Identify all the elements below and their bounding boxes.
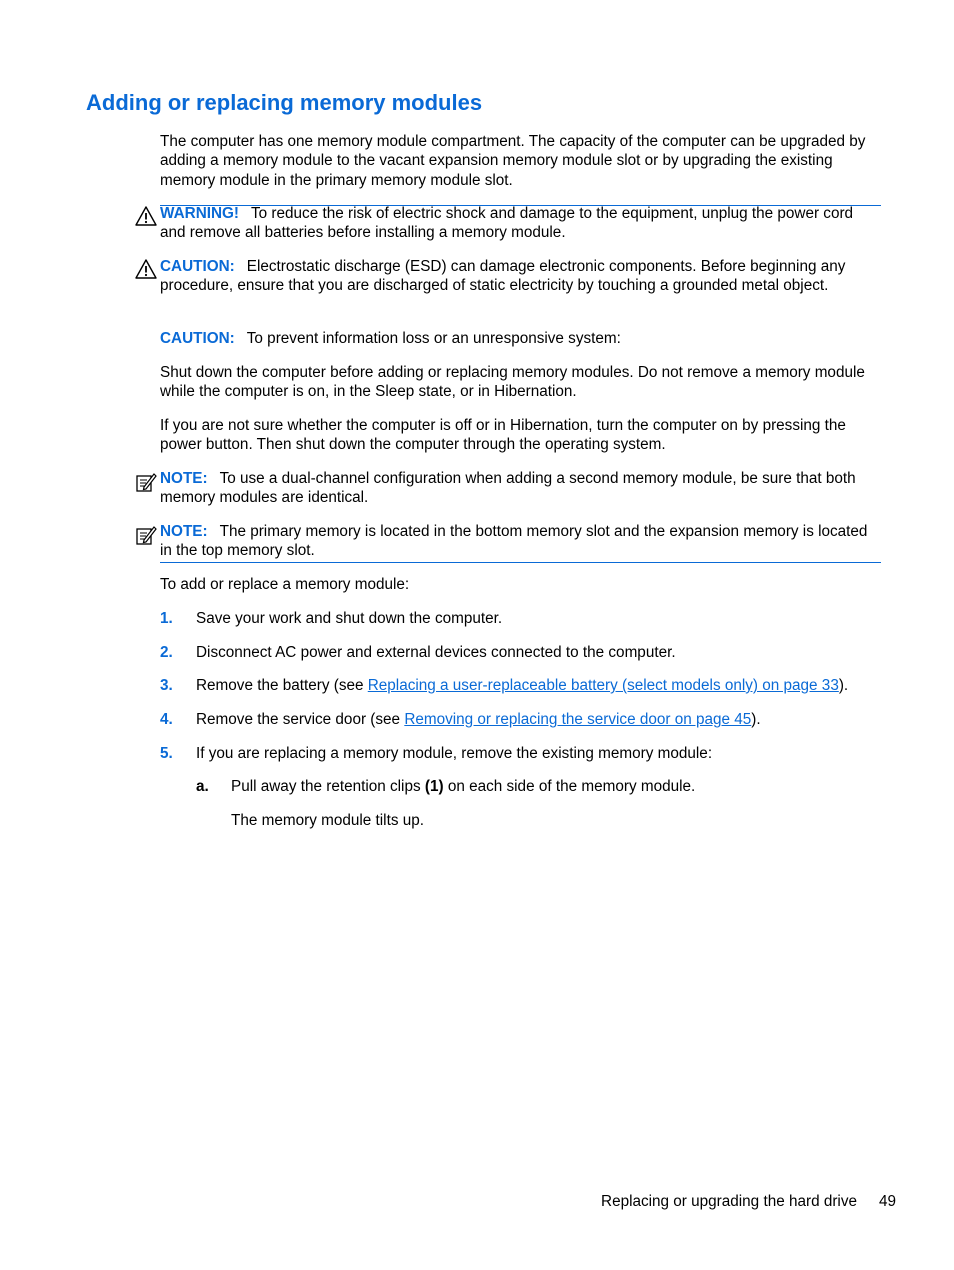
- step-text: If you are replacing a memory module, remove the existing memory module:: [196, 745, 713, 762]
- callout-number: (1): [424, 778, 444, 795]
- substep-label: a.: [196, 778, 209, 795]
- substep-text-prefix: Pull away the retention clips: [231, 778, 425, 795]
- caution-info-loss-notice: [160, 329, 882, 348]
- intro-paragraph: The computer has one memory module compartment. The capacity of the computer can be upgraded by adding a memory module to the vacant expansion memory module slot or by upgrading the existing memory module in the primary memory module slot.: [160, 133, 866, 189]
- step-text: [196, 710, 761, 729]
- page-footer: [601, 1192, 896, 1211]
- step-number: 5.: [160, 745, 173, 762]
- footer-section-title: Replacing or upgrading the hard drive: [601, 1193, 857, 1210]
- step-number: 2.: [160, 644, 173, 661]
- page-title: Adding or replacing memory modules: [86, 90, 483, 115]
- step-text: [196, 676, 848, 695]
- shutdown-paragraph: Shut down the computer before adding or replacing memory modules. Do not remove a memory module while the computer is on, in the Sleep state, or in Hibernation.: [160, 364, 865, 401]
- note-pencil-icon: [135, 471, 157, 493]
- note-dual-channel-text: To use a dual-channel configuration when adding a second memory module, be sure that both memory modules are identical.: [160, 470, 856, 507]
- step-text: Save your work and shut down the computer.: [196, 610, 503, 627]
- caution-triangle-icon: [135, 258, 157, 280]
- caution-esd-text: Electrostatic discharge (ESD) can damage electronic components. Before beginning any procedure, ensure that you are discharged of static electricity by touching a grounded metal object.: [160, 258, 846, 295]
- notice-bottom-rule: [160, 562, 881, 563]
- steps-intro: To add or replace a memory module:: [160, 576, 410, 593]
- note-dual-channel: [160, 469, 882, 508]
- step-number: 4.: [160, 711, 173, 728]
- substep-text: [231, 777, 695, 796]
- note-memory-location-text: The primary memory is located in the bottom memory slot and the expansion memory is located in the top memory slot.: [160, 523, 868, 560]
- substep-result: The memory module tilts up.: [231, 812, 424, 829]
- service-door-link[interactable]: Removing or replacing the service door on page 45: [404, 711, 752, 728]
- caution-info-loss-text: To prevent information loss or an unresponsive system:: [246, 330, 621, 347]
- hibernation-paragraph: If you are not sure whether the computer is off or in Hibernation, turn the computer on by pressing the power button. Then shut down the computer through the operating system.: [160, 417, 846, 454]
- step-text-suffix: ).: [751, 711, 761, 728]
- caution-label: CAUTION:: [160, 330, 235, 347]
- warning-text: To reduce the risk of electric shock and damage to the equipment, unplug the power cord and remove all batteries before installing a memory module.: [160, 205, 854, 242]
- step-number: 1.: [160, 610, 173, 627]
- substep-text-suffix: on each side of the memory module.: [443, 778, 696, 795]
- warning-notice: [160, 204, 882, 243]
- step-text-suffix: ).: [838, 677, 849, 694]
- battery-replacement-link[interactable]: Replacing a user-replaceable battery (select models only) on page 33: [367, 677, 839, 694]
- note-memory-location: [160, 522, 882, 561]
- caution-label: CAUTION:: [160, 258, 235, 275]
- step-text-prefix: Remove the battery (see: [196, 677, 368, 694]
- note-pencil-icon: [135, 524, 157, 546]
- step-text: Disconnect AC power and external devices connected to the computer.: [196, 644, 676, 661]
- warning-label: WARNING!: [160, 205, 240, 222]
- warning-triangle-icon: [135, 205, 157, 227]
- page-number: 49: [878, 1193, 896, 1210]
- note-label: NOTE:: [160, 470, 208, 487]
- step-text-prefix: Remove the service door (see: [196, 711, 405, 728]
- note-label: NOTE:: [160, 523, 208, 540]
- step-number: 3.: [160, 677, 173, 694]
- caution-esd-notice: [160, 257, 882, 296]
